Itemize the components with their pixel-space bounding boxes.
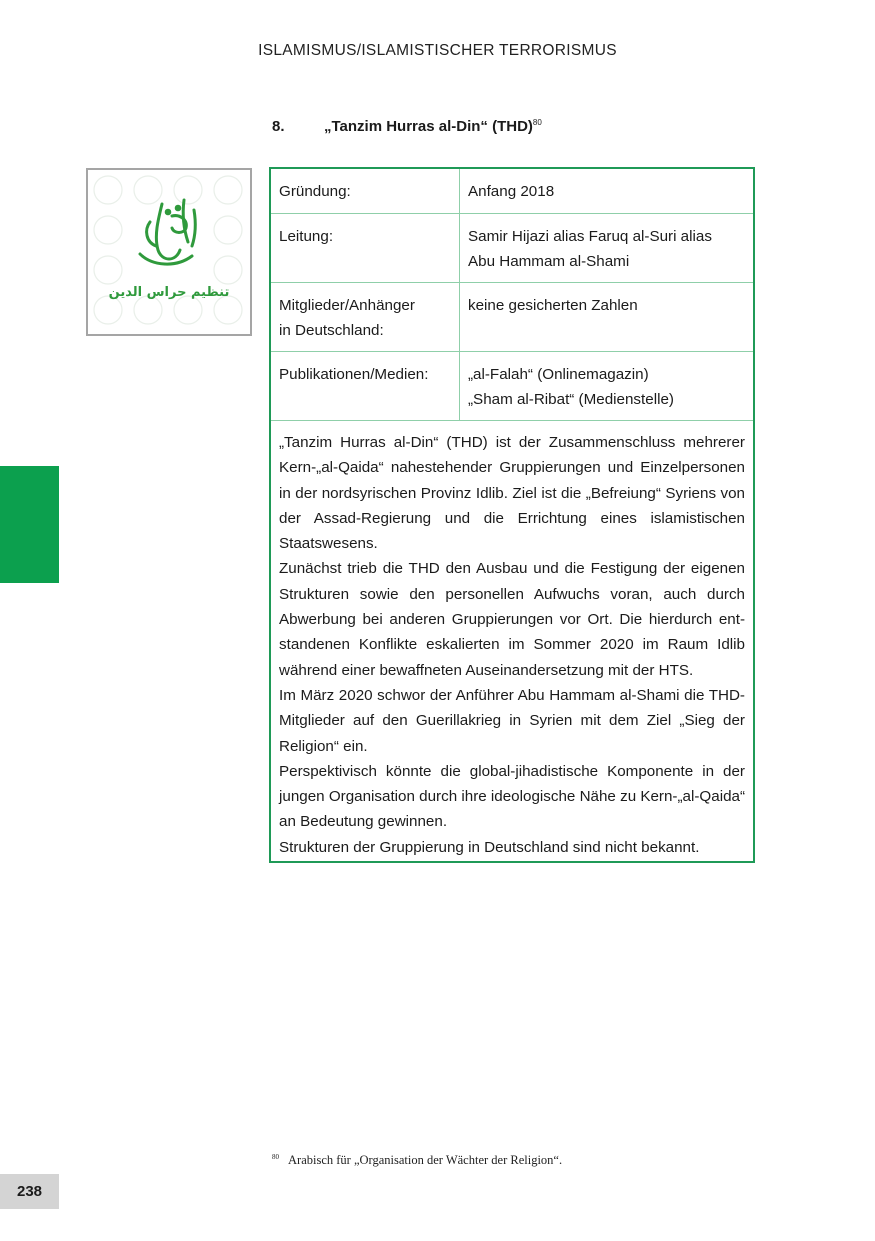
running-header: ISLAMISMUS/ISLAMISTISCHER TERRORISMUS [258,42,617,59]
footnote-text: Arabisch für „Organisation der Wächter der Religion“. [288,1153,563,1167]
row-label: Leitung: [271,214,460,282]
thd-logo-graphic [88,170,250,334]
footnote-number: 80 [272,1153,279,1161]
footnote-reference: 80 [532,118,542,127]
description-block [271,421,753,860]
value-line: Abu Hammam al-Shami [468,253,630,270]
thd-logo-image [86,168,252,336]
row-label [271,283,460,351]
description-paragraph: Strukturen der Gruppierung in Deutschland sind nicht bekannt. [279,838,700,856]
row-value [460,214,753,282]
table-row [271,169,753,214]
page-number: 238 [0,1174,59,1209]
description-paragraph: Im März 2020 schwor der Anführer Abu Hammam al-Shami die THD-Mitglieder auf den Guerillakrieg in Syrien mit dem Ziel „Sieg der Religion“ ein. [279,686,745,755]
row-label: Gründung: [271,169,460,213]
chapter-marker-tab [0,466,59,583]
logo-caption: تنظيم حراس الدين [108,285,230,300]
table-row [271,352,753,421]
section-heading [272,118,542,135]
background-pattern [94,176,242,324]
description-paragraph: „Tanzim Hurras al-Din“ (THD) ist der Zusammenschluss mehrerer Kern-„al-Qaida“ nahestehender Gruppierungen und Einzelpersonen in der nordsyrischen Provinz Idlib. Ziel ist die „Befreiung“ Syriens von der Assad-Regierung und die Errichtung eines islamistischen Staatswesens. [279,434,745,553]
row-value: Anfang 2018 [468,183,555,200]
value-line: „al-Falah“ (Onlinemagazin) [468,366,649,383]
value-line: Samir Hijazi alias Faruq al-Suri alias [468,228,712,245]
section-number: 8. [272,118,285,135]
arabic-calligraphy [140,200,195,264]
row-value: keine gesicherten Zahlen [468,297,638,314]
row-value [460,352,753,420]
organisation-profile-table [269,167,755,863]
label-line: in Deutschland: [279,322,384,339]
row-label: Publikationen/Medien: [271,352,460,420]
value-line: „Sham al-Ribat“ (Medienstelle) [468,391,674,408]
label-line: Mitglieder/Anhänger [279,297,415,314]
description-paragraph: Zunächst trieb die THD den Ausbau und die Festigung der eigenen Strukturen sowie den personellen Aufwuchs voran, auch durch Abwerbung bei anderen Gruppierungen vor Ort. Die hierdurch entstandenen Konflikte eskalierten im Sommer 2020 im Raum Idlib während einer bewaffneten Auseinandersetzung mit der HTS. [279,560,745,679]
description-paragraph: Perspektivisch könnte die global-jihadistische Komponente in der jungen Organisation durch ihre ideologische Nähe zu Kern-„al-Qaida“ an Bedeutung gewinnen. [279,762,746,831]
footnote [272,1153,562,1168]
table-row [271,214,753,283]
table-row [271,283,753,352]
section-title: „Tanzim Hurras al-Din“ (THD) [324,118,533,135]
